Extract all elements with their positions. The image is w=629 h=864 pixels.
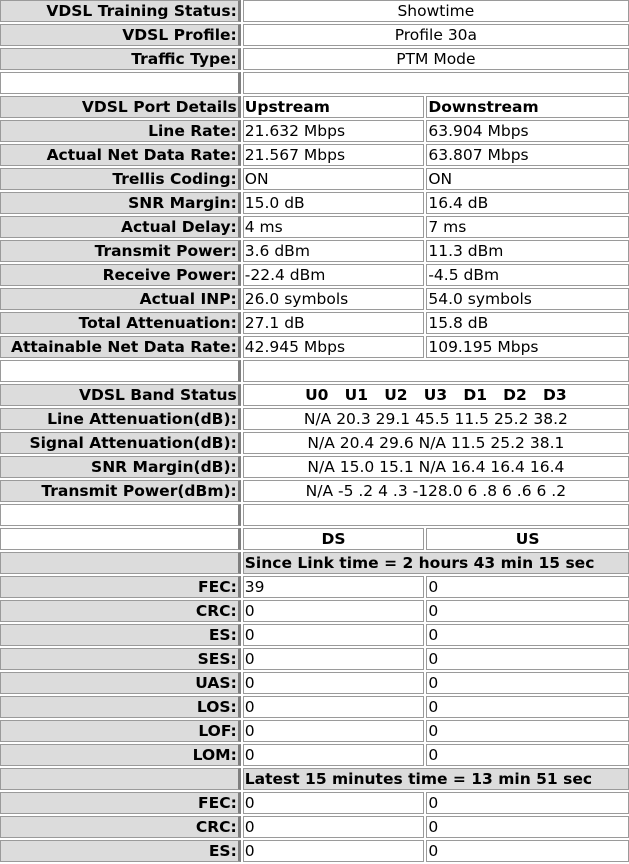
- port-row: [0, 240, 629, 262]
- counters-header-row: [0, 528, 629, 550]
- band-row: [0, 408, 629, 430]
- ds-header: DS: [243, 528, 425, 550]
- counter-label: FEC:: [0, 792, 241, 814]
- port-row-label: SNR Margin:: [0, 192, 241, 214]
- profile-label: VDSL Profile:: [0, 24, 241, 46]
- port-row-label: Total Attenuation:: [0, 312, 241, 334]
- training-status-label: VDSL Training Status:: [0, 0, 241, 22]
- counter-label: SES:: [0, 648, 241, 670]
- port-row-upstream: -22.4 dBm: [243, 264, 425, 286]
- upstream-header: Upstream: [243, 96, 425, 118]
- traffic-type-value: PTM Mode: [243, 48, 629, 70]
- counter-us: 0: [426, 624, 629, 646]
- counter-row: [0, 648, 629, 670]
- downstream-header: Downstream: [426, 96, 629, 118]
- counter-us: 0: [426, 744, 629, 766]
- port-row: [0, 264, 629, 286]
- port-details-header: VDSL Port Details: [0, 96, 241, 118]
- band-row-values: N/A 15.0 15.1 N/A 16.4 16.4 16.4: [243, 456, 629, 478]
- counter-label: FEC:: [0, 576, 241, 598]
- port-row-label: Receive Power:: [0, 264, 241, 286]
- counter-label: ES:: [0, 624, 241, 646]
- counter-us: 0: [426, 600, 629, 622]
- us-header: US: [426, 528, 629, 550]
- spacer-cell: [0, 504, 241, 526]
- port-row: [0, 288, 629, 310]
- counter-row: [0, 576, 629, 598]
- counter-us: 0: [426, 720, 629, 742]
- port-row-downstream: 54.0 symbols: [426, 288, 629, 310]
- since-link-time: Since Link time = 2 hours 43 min 15 sec: [243, 552, 629, 574]
- counter-row: [0, 672, 629, 694]
- port-row-upstream: 21.567 Mbps: [243, 144, 425, 166]
- traffic-type-label: Traffic Type:: [0, 48, 241, 70]
- counter-ds: 0: [243, 624, 425, 646]
- counter-label: LOM:: [0, 744, 241, 766]
- counter-row: [0, 720, 629, 742]
- since-link-blank: [0, 552, 241, 574]
- counter-ds: 0: [243, 816, 425, 838]
- port-row: [0, 216, 629, 238]
- counter-label: ES:: [0, 840, 241, 862]
- port-details-header-row: [0, 96, 629, 118]
- port-row-upstream: 42.945 Mbps: [243, 336, 425, 358]
- band-row: [0, 432, 629, 454]
- port-row-upstream: 15.0 dB: [243, 192, 425, 214]
- counter-ds: 0: [243, 744, 425, 766]
- counter-row: [0, 696, 629, 718]
- counter-us: 0: [426, 576, 629, 598]
- port-row-label: Line Rate:: [0, 120, 241, 142]
- port-row-label: Attainable Net Data Rate:: [0, 336, 241, 358]
- port-row-label: Actual Delay:: [0, 216, 241, 238]
- counter-row: [0, 840, 629, 862]
- band-names: U0 U1 U2 U3 D1 D2 D3: [243, 384, 629, 406]
- training-status-row: [0, 0, 629, 22]
- band-row-label: Signal Attenuation(dB):: [0, 432, 241, 454]
- profile-row: [0, 24, 629, 46]
- port-row-label: Trellis Coding:: [0, 168, 241, 190]
- counter-label: CRC:: [0, 600, 241, 622]
- latest-15-blank: [0, 768, 241, 790]
- band-row-label: Line Attenuation(dB):: [0, 408, 241, 430]
- counter-row: [0, 600, 629, 622]
- counter-row: [0, 744, 629, 766]
- counter-us: 0: [426, 840, 629, 862]
- band-status-header: VDSL Band Status: [0, 384, 241, 406]
- counter-ds: 39: [243, 576, 425, 598]
- port-row-downstream: 63.807 Mbps: [426, 144, 629, 166]
- counter-us: 0: [426, 696, 629, 718]
- port-row: [0, 192, 629, 214]
- port-row: [0, 168, 629, 190]
- port-row-downstream: 11.3 dBm: [426, 240, 629, 262]
- port-row-upstream: 21.632 Mbps: [243, 120, 425, 142]
- spacer-cell: [243, 504, 629, 526]
- counter-ds: 0: [243, 600, 425, 622]
- port-row-upstream: 27.1 dB: [243, 312, 425, 334]
- counter-label: CRC:: [0, 816, 241, 838]
- port-row-downstream: 109.195 Mbps: [426, 336, 629, 358]
- counter-label: LOS:: [0, 696, 241, 718]
- counter-ds: 0: [243, 648, 425, 670]
- counter-us: 0: [426, 672, 629, 694]
- counter-ds: 0: [243, 720, 425, 742]
- counter-row: [0, 624, 629, 646]
- counter-ds: 0: [243, 840, 425, 862]
- band-row-values: N/A -5 .2 4 .3 -128.0 6 .8 6 .6 6 .2: [243, 480, 629, 502]
- port-row-downstream: 15.8 dB: [426, 312, 629, 334]
- training-status-value: Showtime: [243, 0, 629, 22]
- counter-label: UAS:: [0, 672, 241, 694]
- counter-row: [0, 792, 629, 814]
- latest-15-row: [0, 768, 629, 790]
- port-row-downstream: 7 ms: [426, 216, 629, 238]
- band-status-header-row: [0, 384, 629, 406]
- counter-ds: 0: [243, 696, 425, 718]
- spacer-row: [0, 72, 629, 94]
- port-row-label: Transmit Power:: [0, 240, 241, 262]
- port-row-downstream: 16.4 dB: [426, 192, 629, 214]
- port-row: [0, 336, 629, 358]
- port-row: [0, 312, 629, 334]
- port-row-upstream: 3.6 dBm: [243, 240, 425, 262]
- spacer-row: [0, 504, 629, 526]
- counter-row: [0, 816, 629, 838]
- band-row-label: SNR Margin(dB):: [0, 456, 241, 478]
- counter-ds: 0: [243, 672, 425, 694]
- spacer-cell: [0, 360, 241, 382]
- port-row-upstream: 26.0 symbols: [243, 288, 425, 310]
- spacer-row: [0, 360, 629, 382]
- counter-label: LOF:: [0, 720, 241, 742]
- band-row: [0, 480, 629, 502]
- counter-ds: 0: [243, 792, 425, 814]
- port-row-label: Actual Net Data Rate:: [0, 144, 241, 166]
- port-row-upstream: ON: [243, 168, 425, 190]
- spacer-cell: [0, 72, 241, 94]
- port-row: [0, 144, 629, 166]
- band-row-values: N/A 20.3 29.1 45.5 11.5 25.2 38.2: [243, 408, 629, 430]
- spacer-cell: [243, 360, 629, 382]
- since-link-row: [0, 552, 629, 574]
- latest-15-time: Latest 15 minutes time = 13 min 51 sec: [243, 768, 629, 790]
- port-row-label: Actual INP:: [0, 288, 241, 310]
- counter-us: 0: [426, 792, 629, 814]
- port-row: [0, 120, 629, 142]
- traffic-type-row: [0, 48, 629, 70]
- counter-us: 0: [426, 816, 629, 838]
- counter-us: 0: [426, 648, 629, 670]
- port-row-downstream: ON: [426, 168, 629, 190]
- profile-value: Profile 30a: [243, 24, 629, 46]
- port-row-upstream: 4 ms: [243, 216, 425, 238]
- band-row-values: N/A 20.4 29.6 N/A 11.5 25.2 38.1: [243, 432, 629, 454]
- port-row-downstream: 63.904 Mbps: [426, 120, 629, 142]
- band-row-label: Transmit Power(dBm):: [0, 480, 241, 502]
- counters-header-blank: [0, 528, 241, 550]
- band-row: [0, 456, 629, 478]
- port-row-downstream: -4.5 dBm: [426, 264, 629, 286]
- spacer-cell: [243, 72, 629, 94]
